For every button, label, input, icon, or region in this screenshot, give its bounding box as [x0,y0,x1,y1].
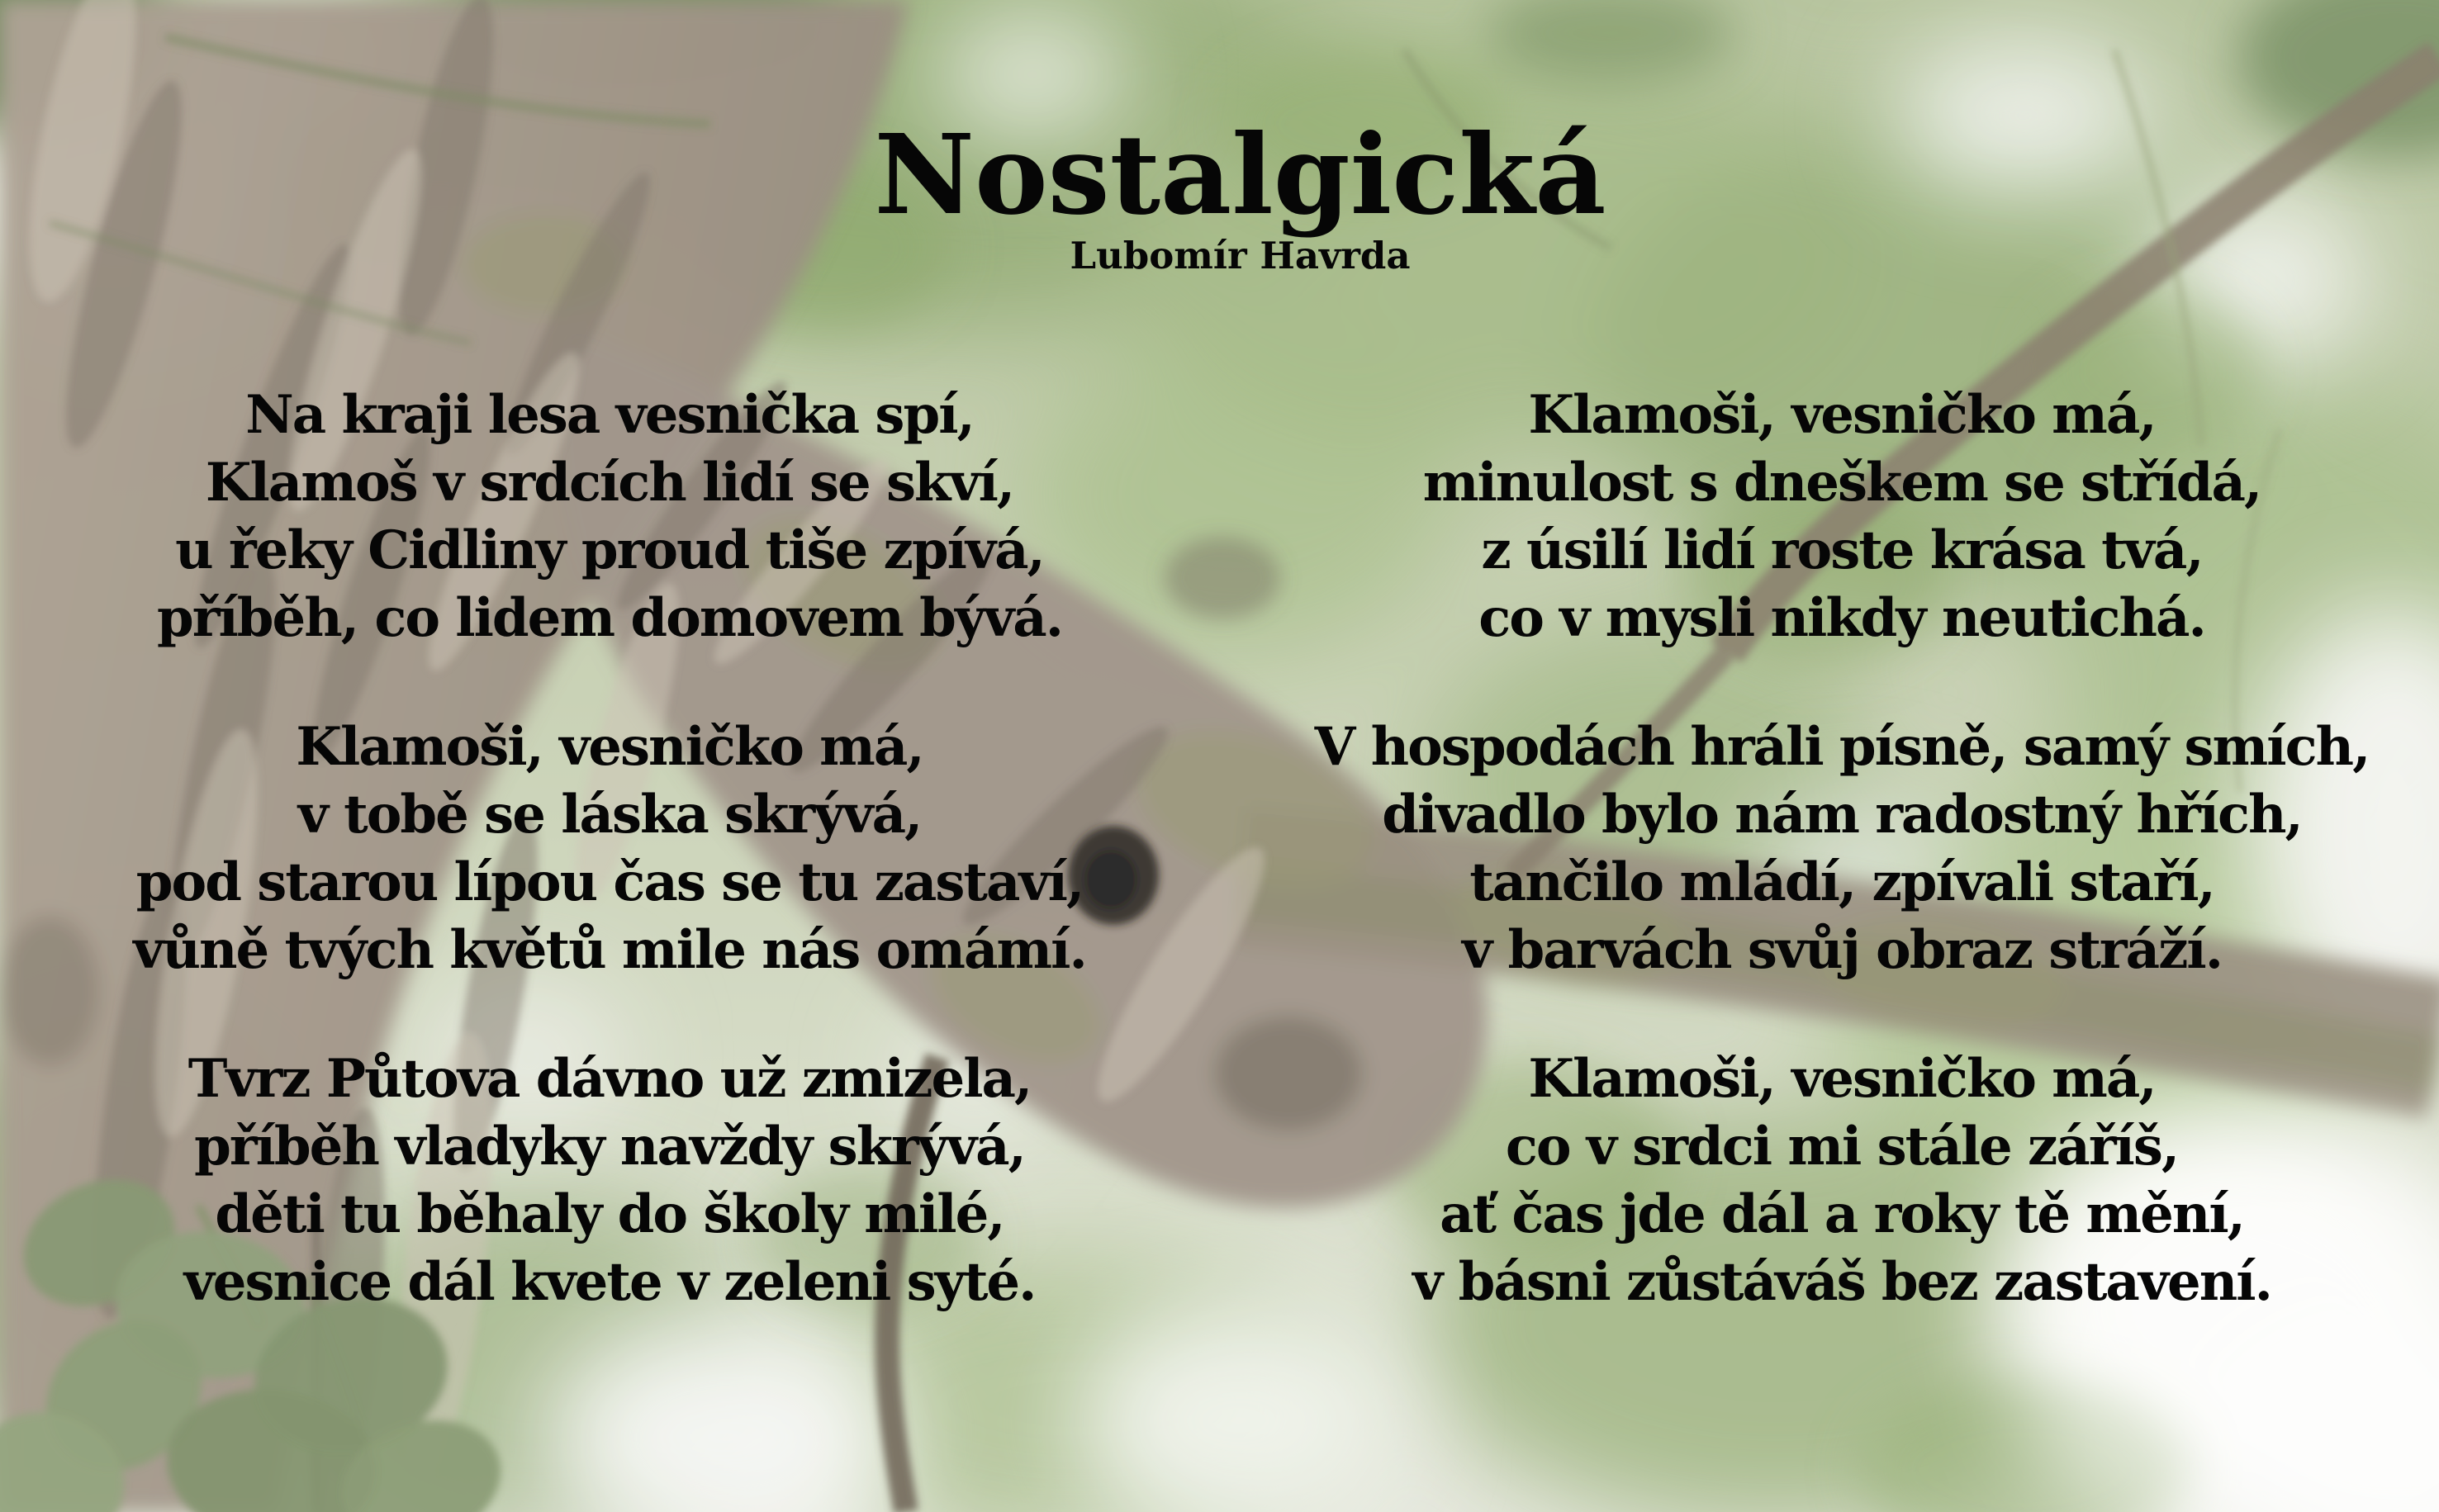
poem-header [21,111,2439,277]
poem-line: Klamoš v srdcích lidí se skví, [205,452,1014,514]
poem-line: Klamoši, vesničko má, [1528,384,2156,446]
poem-author: Lubomír Havrda [1070,234,1411,277]
poem-column-left [7,382,1212,1377]
poem-line: V hospodách hráli písně, samý smích, [1314,716,2370,778]
stanza-5 [1239,713,2439,984]
poem-title: Nostalgická [874,111,1606,239]
poem-line: v básni zůstáváš bez zastavení. [1412,1251,2271,1313]
poem-line: z úsilí lidí roste krása tvá, [1481,519,2203,581]
poem-line: pod starou lípou čas se tu zastaví, [135,851,1084,913]
poem-line: příběh vladyky navždy skrývá, [194,1116,1025,1178]
poem-line: u řeky Cidliny proud tiše zpívá, [175,519,1044,581]
poem-line: divadlo bylo nám radostný hřích, [1382,784,2302,846]
stanza-6 [1239,1045,2439,1316]
poem-line: děti tu běhaly do školy milé, [215,1183,1004,1245]
poem-line: Klamoši, vesničko má, [296,716,923,778]
poem-line: příběh, co lidem domovem bývá. [157,587,1062,649]
poem-column-right [1239,382,2439,1377]
poem-line: tančilo mládí, zpívali staří, [1469,851,2214,913]
poem-line: vůně tvých květů mile nás omámí. [133,919,1086,981]
poem-line: co v mysli nikdy neutichá. [1478,587,2205,649]
poem-line: v tobě se láska skrývá, [297,784,922,846]
poem-line: vesnice dál kvete v zeleni syté. [183,1251,1036,1313]
poem-line: Na kraji lesa vesnička spí, [245,384,974,446]
poem-line: co v srdci mi stále záříš, [1505,1116,2179,1178]
poem-line: Tvrz Půtova dávno už zmizela, [187,1048,1032,1110]
stanza-3 [7,1045,1212,1316]
poem-line: ať čas jde dál a roky tě mění, [1440,1183,2244,1245]
stanza-2 [7,713,1212,984]
poem-line: minulost s dneškem se střídá, [1422,452,2261,514]
poem-line: v barvách svůj obraz stráží. [1462,919,2222,981]
stanza-4 [1239,382,2439,652]
stanza-1 [7,382,1212,652]
poem-line: Klamoši, vesničko má, [1528,1048,2156,1110]
